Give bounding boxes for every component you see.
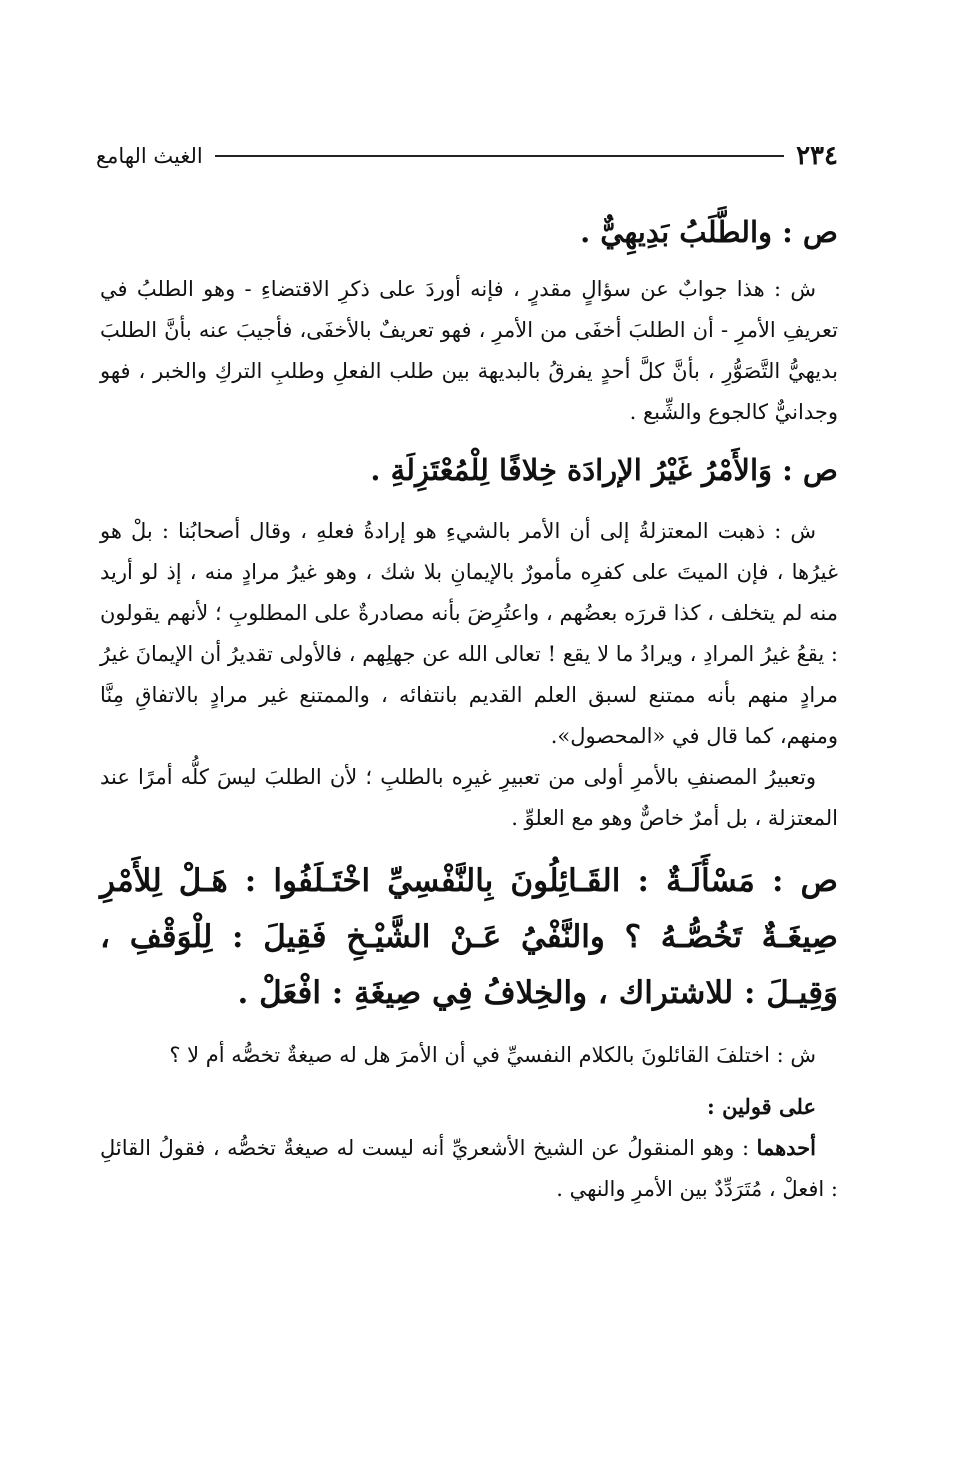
sharh-6-text: : وهو المنقولُ عن الشيخ الأشعريِّ أنه ليست له صيغةٌ تخصُّه ، فقولُ القائلِ : افعلْ ، مُتَرَدِّدٌ بين الأمرِ والنهي . [100, 1136, 838, 1201]
matn-3: ص : مَسْأَلَـةٌ : القَـائِلُونَ بِالنَّفْسِيِّ اخْتَـلَفُوا : هَـلْ لِلأَمْرِ صِيغَـةٌ تَخُصُّـهُ ؟ والنَّفْيُ عَـنْ الشَّيْـخِ فَقِيلَ : لِلْوَقْفِ ، وَقِيـلَ : للاشتراك ، والخِلافُ فِي صِيغَةِ : افْعَلْ . [100, 863, 838, 1011]
header-rule [215, 155, 784, 157]
page-header [96, 136, 838, 176]
sharh-6-lead: أحدهما [756, 1135, 816, 1160]
page-body [100, 205, 838, 1210]
sharh-2: ش : ذهبت المعتزلةُ إلى أن الأمر بالشيءِ هو إرادةُ فعلهِ ، وقال أصحابُنا : بلْ هو غيرُها ، فإن الميتَ على كفرِه مأمورٌ بالإيمانِ بلا شك ، وهو غيرُ مرادٍ منه ، إذ لو أريد منه لم يتخلف ، كذا قررَه بعضُهم ، واعتُرِضَ بأنه مصادرةٌ على المطلوبِ ؛ لأنهم يقولون : يقعُ غيرُ المرادِ ، ويرادُ ما لا يقع ! تعالى الله عن جهلِهم ، فالأولى تقديرُ أن الإيمانَ غيرُ مرادٍ منهم بأنه ممتنع لسبق العلم القديم بانتفائه ، والممتنع غير مرادٍ بالاتفاقِ مِنَّا ومنهم، كما قال في «المحصول». [100, 519, 838, 748]
sharh-5: على قولين : [707, 1094, 816, 1119]
matn-1: ص : والطَّلَبُ بَدِيهِيٌّ . [580, 215, 838, 249]
page-number: ٢٣٤ [796, 141, 838, 171]
matn-2: ص : وَالأَمْرُ غَيْرُ الإرادَة خِلافًا لِلْمُعْتَزِلَةِ . [370, 453, 838, 487]
sharh-4: ش : اختلفَ القائلونَ بالكلام النفسيِّ في أن الأمرَ هل له صيغةٌ تخصُّه أم لا ؟ [169, 1043, 816, 1067]
sharh-6 [100, 1127, 838, 1210]
sharh-3: وتعبيرُ المصنفِ بالأمرِ أولى من تعبيرِ غيرِه بالطلبِ ؛ لأن الطلبَ ليسَ كلُّه أمرًا عند المعتزلة ، بل أمرٌ خاصٌّ وهو مع العلوِّ . [100, 765, 838, 830]
sharh-1: ش : هذا جوابٌ عن سؤالٍ مقدرٍ ، فإنه أوردَ على ذكرِ الاقتضاءِ - وهو الطلبُ في تعريفِ الأمرِ - أن الطلبَ أخفَى من الأمرِ ، فهو تعريفٌ بالأخفَى، فأجيبَ عنه بأنَّ الطلبَ بديهيُّ التَّصَوُّرِ ، بأنَّ كلَّ أحدٍ يفرقُ بالبديهة بين طلب الفعلِ وطلبِ التركِ والخبر ، فهو وجدانيٌّ كالجوع والشِّبع . [100, 277, 838, 424]
running-title: الغيث الهامع [96, 144, 203, 168]
